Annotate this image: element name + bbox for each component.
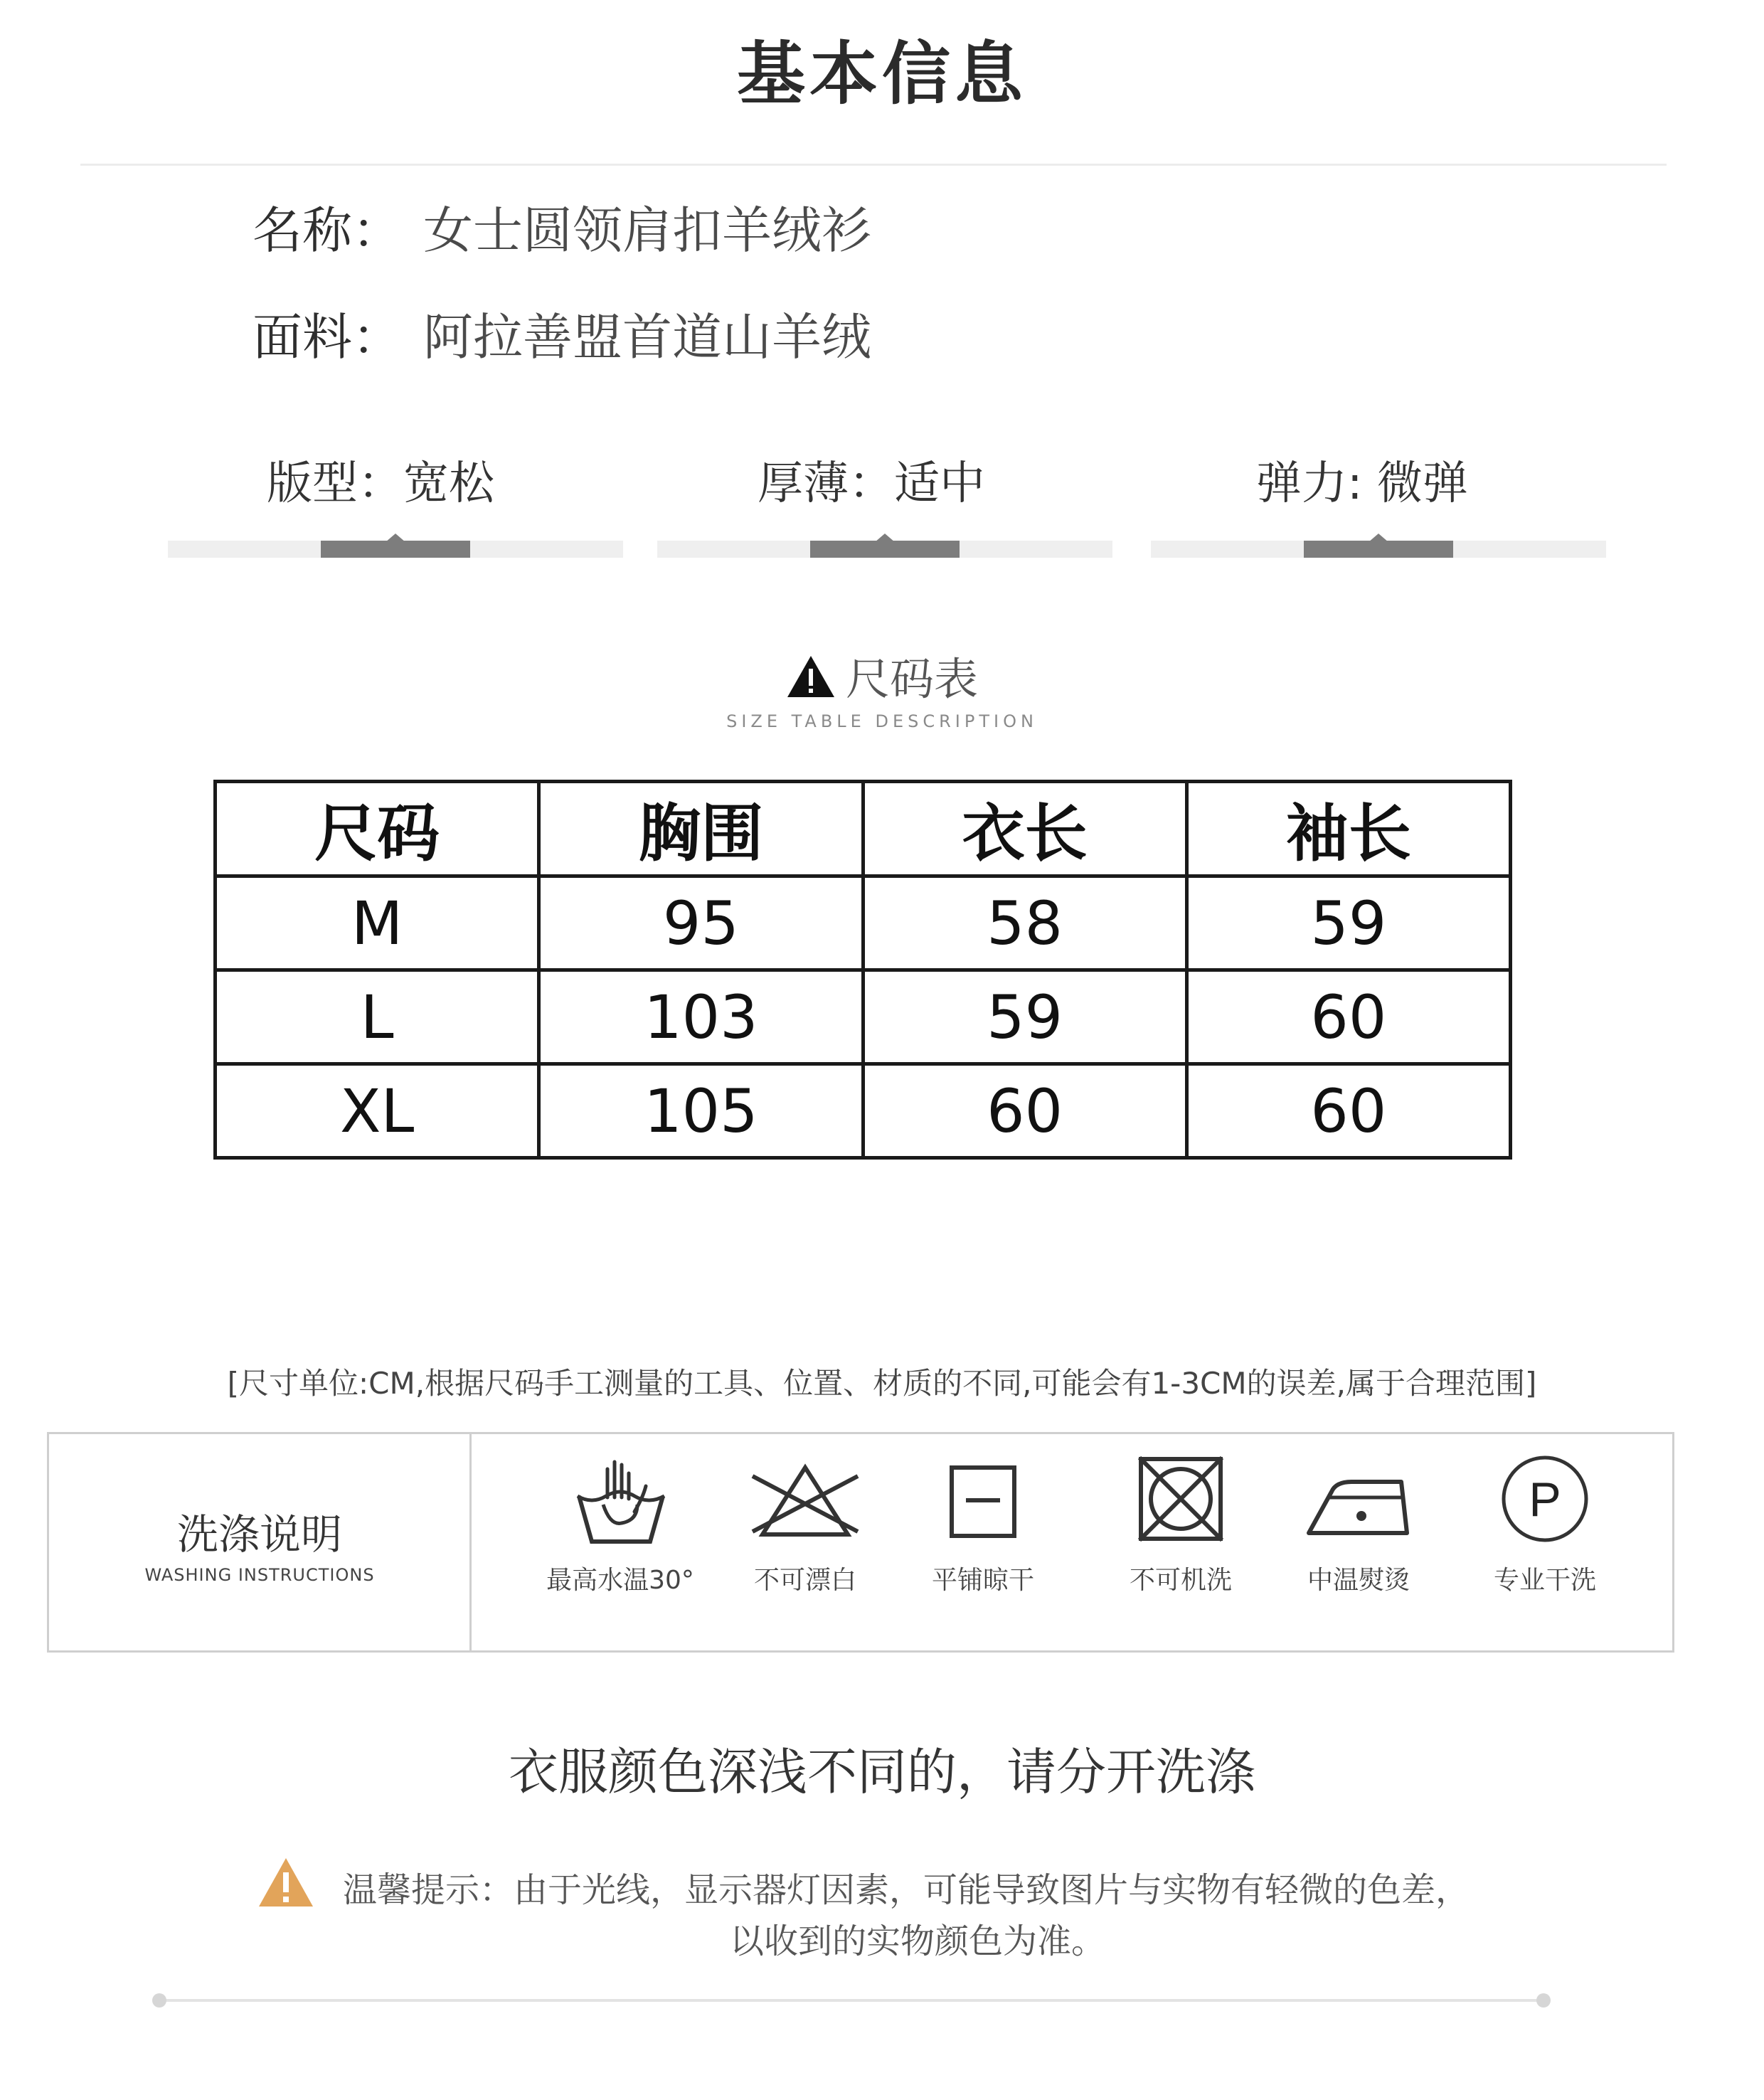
cell-sleeve: 59	[1186, 876, 1510, 970]
wash-label-dry-flat: 平铺晾干	[931, 1566, 1034, 1595]
size-unit-note: [尺寸单位:CM,根据尺码手工测量的工具、位置、材质的不同,可能会有1-3CM的误差,属于合理范围]	[227, 1366, 1537, 1401]
cell-length: 59	[863, 970, 1186, 1064]
wash-label-no-machine-wash: 不可机洗	[1129, 1566, 1232, 1595]
wash-item-dry-flat	[898, 1455, 1068, 1596]
color-tip-line2: 以收到的实物颜色为准。	[729, 1921, 1105, 1961]
cell-chest: 95	[539, 876, 863, 970]
product-name-row	[253, 191, 871, 262]
fabric-value: 阿拉善盟首道山羊绒	[423, 308, 871, 366]
page-title: 基本信息	[737, 34, 1027, 114]
no-bleach-icon	[748, 1455, 862, 1547]
elasticity-label: 弹力: 微弹	[1256, 457, 1468, 510]
bottom-divider	[158, 1999, 1545, 2002]
header-length: 衣长	[863, 782, 1186, 876]
size-table-title	[0, 644, 1764, 707]
cell-size: M	[216, 876, 539, 970]
thickness-level-fill	[810, 541, 960, 558]
cell-chest: 103	[539, 970, 863, 1064]
table-row	[216, 876, 1511, 970]
header-chest: 胸围	[539, 782, 863, 876]
size-table-heading	[0, 644, 1764, 731]
wash-label-no-bleach: 不可漂白	[753, 1566, 856, 1595]
title-divider	[80, 164, 1667, 166]
washing-title: 洗涤说明	[176, 1510, 342, 1559]
dry-clean-symbol: P	[1529, 1473, 1561, 1527]
size-table-subtitle: SIZE TABLE DESCRIPTION	[726, 711, 1038, 731]
warning-triangle-icon	[786, 654, 836, 699]
wash-item-hand-wash	[535, 1455, 706, 1596]
iron-medium-icon	[1302, 1455, 1415, 1547]
product-name-value: 女士圆领肩扣羊绒衫	[423, 201, 871, 260]
table-row	[216, 970, 1511, 1064]
professional-dry-clean-icon	[1488, 1455, 1602, 1547]
wash-item-no-machine-wash	[1095, 1455, 1266, 1596]
size-table	[213, 780, 1512, 1160]
color-tip-line1: 温馨提示：由于光线，显示器灯因素，可能导致图片与实物有轻微的色差，	[343, 1870, 1470, 1910]
wash-label-hand-wash: 最高水温30°	[546, 1566, 694, 1595]
separate-wash-warning: 衣服颜色深浅不同的，请分开洗涤	[509, 1743, 1255, 1801]
cell-size: XL	[216, 1064, 539, 1158]
cell-length: 58	[863, 876, 1186, 970]
elasticity-level-marker	[1369, 534, 1388, 542]
wash-label-iron-medium: 中温熨烫	[1307, 1566, 1410, 1595]
elasticity-level-fill	[1304, 541, 1453, 558]
fit-level-fill	[321, 541, 470, 558]
washing-panel-divider	[469, 1432, 472, 1653]
cell-chest: 105	[539, 1064, 863, 1158]
elasticity-level-bar	[1151, 541, 1606, 558]
cell-length: 60	[863, 1064, 1186, 1158]
caution-icon	[257, 1857, 314, 1908]
header-sleeve: 袖长	[1186, 782, 1510, 876]
fabric-key: 面料：	[253, 308, 402, 366]
wash-item-iron-medium	[1273, 1455, 1444, 1596]
hand-wash-icon	[563, 1455, 677, 1547]
fit-level-marker	[386, 534, 405, 542]
cell-sleeve: 60	[1186, 970, 1510, 1064]
bottom-divider-dot-right	[1536, 1993, 1551, 2008]
header-size: 尺码	[216, 782, 539, 876]
product-name-key: 名称：	[253, 201, 402, 260]
wash-item-no-bleach	[720, 1455, 891, 1596]
fit-label: 版型：宽松	[267, 457, 494, 510]
thickness-label: 厚薄：适中	[758, 457, 985, 510]
cell-size: L	[216, 970, 539, 1064]
wash-label-dry-clean: 专业干洗	[1493, 1566, 1596, 1595]
fit-level-bar	[168, 541, 623, 558]
wash-item-dry-clean	[1460, 1455, 1630, 1596]
table-row	[216, 1064, 1511, 1158]
fabric-row	[253, 297, 871, 369]
thickness-level-bar	[657, 541, 1112, 558]
bottom-divider-dot-left	[152, 1993, 166, 2008]
dry-flat-icon	[926, 1455, 1040, 1547]
size-table-header-row	[216, 782, 1511, 876]
thickness-level-marker	[875, 534, 895, 542]
washing-subtitle: WASHING INSTRUCTIONS	[144, 1565, 375, 1585]
no-machine-wash-icon	[1124, 1455, 1238, 1547]
washing-heading	[50, 1501, 469, 1585]
size-table-title-text: 尺码表	[845, 653, 978, 705]
cell-sleeve: 60	[1186, 1064, 1510, 1158]
